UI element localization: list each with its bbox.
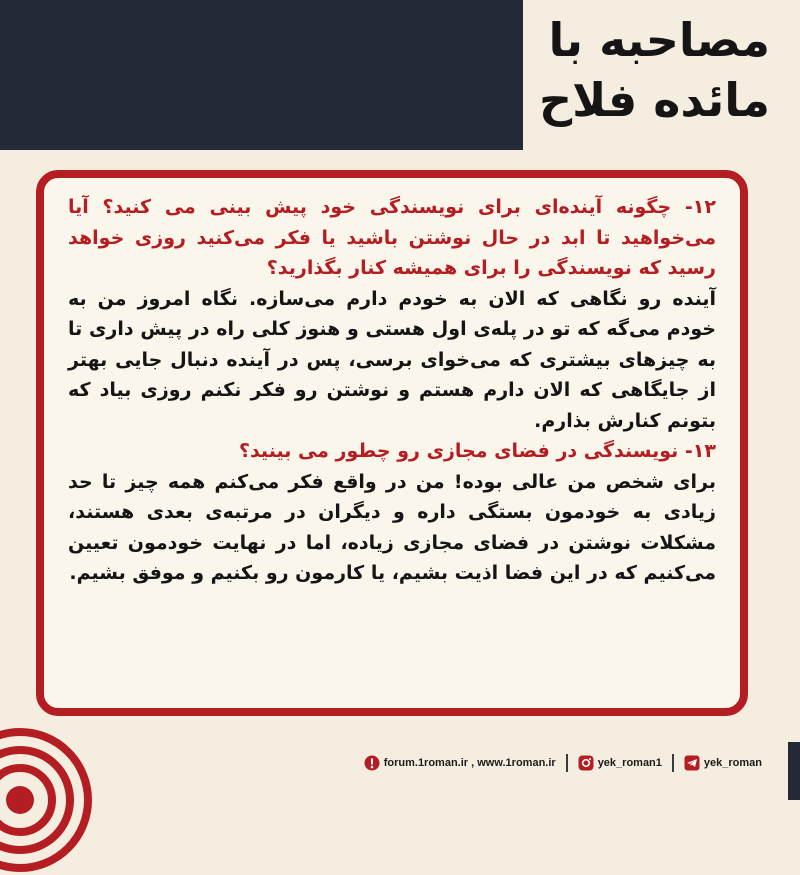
header-band [0, 0, 523, 150]
question-13: ۱۳- نویسندگی در فضای مجازی رو چطور می بینید؟ [238, 440, 716, 462]
page-title [520, 10, 770, 130]
website-urls: forum.1roman.ir , www.1roman.ir [383, 757, 556, 769]
title-line-2: مائده فلاح [539, 73, 770, 127]
footer-divider [672, 754, 674, 772]
title-line-1: مصاحبه با [548, 13, 770, 67]
footer [364, 748, 762, 778]
instagram-link[interactable] [578, 755, 662, 771]
website-link[interactable] [364, 755, 556, 771]
telegram-link[interactable] [684, 755, 762, 771]
answer-13: برای شخص من عالی بوده! من در واقع فکر می‌کنم همه چیز تا حد زیادی به خودمون بستگی داره و دیگران در مرتبه‌ی بعدی هستند، مشکلات نوشتن در فضای مجازی زیاده، اما در نهایت خودمون تعیین می‌کنیم که در این فضا اذیت بشیم، یا کارمون رو بکنیم و موفق بشیم. [68, 470, 716, 584]
footer-divider [566, 754, 568, 772]
answer-12: آینده رو نگاهی که الان به خودم دارم می‌سازه. نگاه امروز من به خودم می‌گه که تو در پله‌ی اول هستی و هنوز کلی راه در پیش داری تا به چیزهای بیشتری که می‌خوای برسی، پس در آینده دنبال جایی بهتر از جایگاهی که الان دارم هستم و نوشتن رو فکر نکنم روزی بیاد که بتونم کنارش بذارم. [68, 287, 716, 432]
interview-card [36, 170, 748, 716]
telegram-handle: yek_roman [703, 757, 762, 769]
concentric-circles-decoration [0, 725, 95, 875]
instagram-handle: yek_roman1 [597, 757, 662, 769]
question-12: ۱۲- چگونه آینده‌ای برای نویسندگی خود پیش بینی می کنید؟ آیا می‌خواهید تا ابد در حال نوشتن باشید یا فکر می‌کنید روزی خواهد رسید که نویسندگی را برای همیشه کنار بگذارید؟ [68, 196, 716, 279]
instagram-icon [578, 755, 594, 771]
telegram-icon [684, 755, 700, 771]
forum-logo-icon [364, 755, 380, 771]
corner-strip [788, 742, 800, 800]
